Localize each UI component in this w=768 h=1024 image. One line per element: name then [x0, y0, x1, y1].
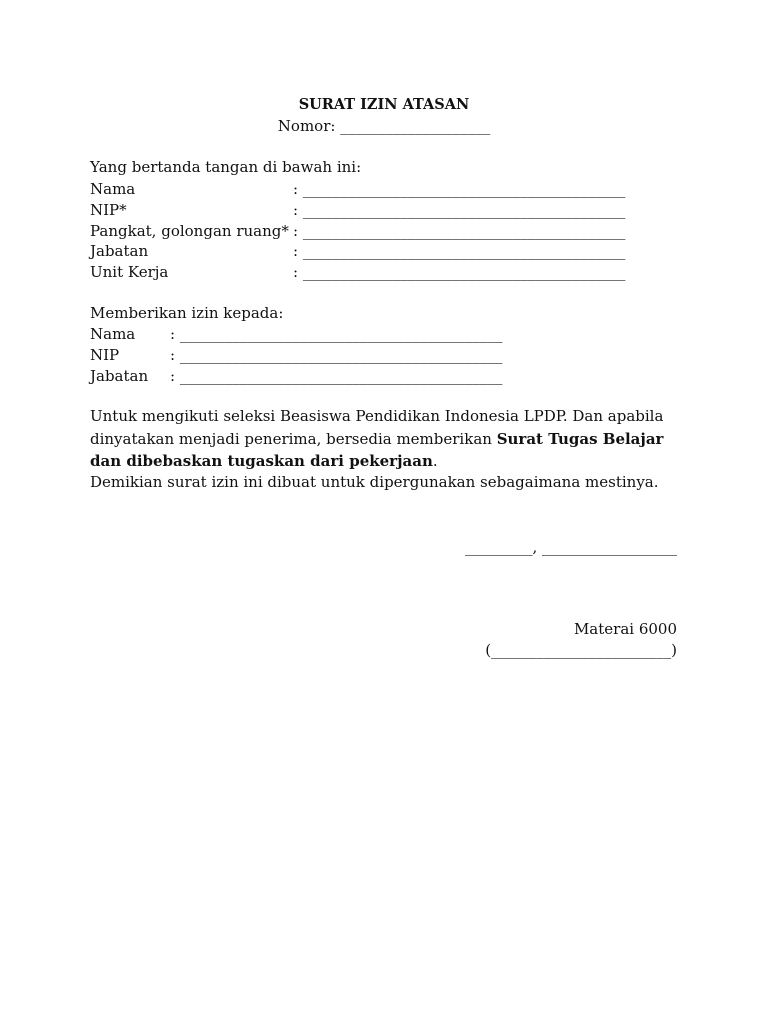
field-label: Nama [90, 180, 136, 198]
recipient-field-nip [90, 346, 502, 364]
closing-sentence: Demikian surat izin ini dibuat untuk dipergunakan sebagaimana mestinya. [90, 473, 659, 491]
field-blank: : ___________________________________________ [293, 201, 626, 219]
field-blank: : ___________________________________________ [293, 222, 626, 240]
signature-name-line: (________________________) [485, 641, 677, 659]
field-blank: : ___________________________________________ [293, 263, 626, 281]
field-label: Jabatan [90, 367, 149, 385]
field-label: Nama [90, 325, 136, 343]
field-blank: : ___________________________________________ [293, 242, 626, 260]
letter-number: Nomor: ____________________ [277, 117, 491, 135]
field-label: Jabatan [90, 242, 149, 260]
field-blank: : ___________________________________________ [170, 325, 503, 343]
field-label: Pangkat, golongan ruang* [90, 222, 289, 240]
recipient-field-jabatan [90, 367, 502, 385]
signer-field-jabatan [90, 242, 625, 260]
signer-intro: Yang bertanda tangan di bawah ini: [90, 158, 362, 176]
signer-field-unit-kerja [90, 263, 625, 281]
field-blank: : ___________________________________________ [170, 367, 503, 385]
field-blank: : ___________________________________________ [293, 180, 626, 198]
body-paragraph [90, 405, 690, 473]
letter-title: SURAT IZIN ATASAN [298, 96, 470, 113]
signer-field-nip [90, 201, 625, 219]
materai-label: Materai 6000 [573, 620, 677, 638]
field-blank: : ___________________________________________ [170, 346, 503, 364]
recipient-field-nama [90, 325, 502, 343]
body-text: Untuk mengikuti seleksi Beasiswa Pendidikan Indonesia LPDP. Dan apabila dinyatakan menjadi penerima, bersedia memberikan [90, 407, 664, 448]
place-date-line: _________, __________________ [464, 538, 677, 556]
field-label: NIP* [90, 201, 127, 219]
body-bold-text: Surat Tugas Belajar dan dibebaskan tugaskan dari pekerjaan [90, 429, 664, 470]
body-text-end: . [432, 452, 438, 470]
signer-field-nama [90, 180, 625, 198]
field-label: NIP [90, 346, 120, 364]
recipient-intro: Memberikan izin kepada: [90, 304, 284, 322]
field-label: Unit Kerja [90, 263, 169, 281]
signer-field-pangkat [90, 222, 625, 240]
